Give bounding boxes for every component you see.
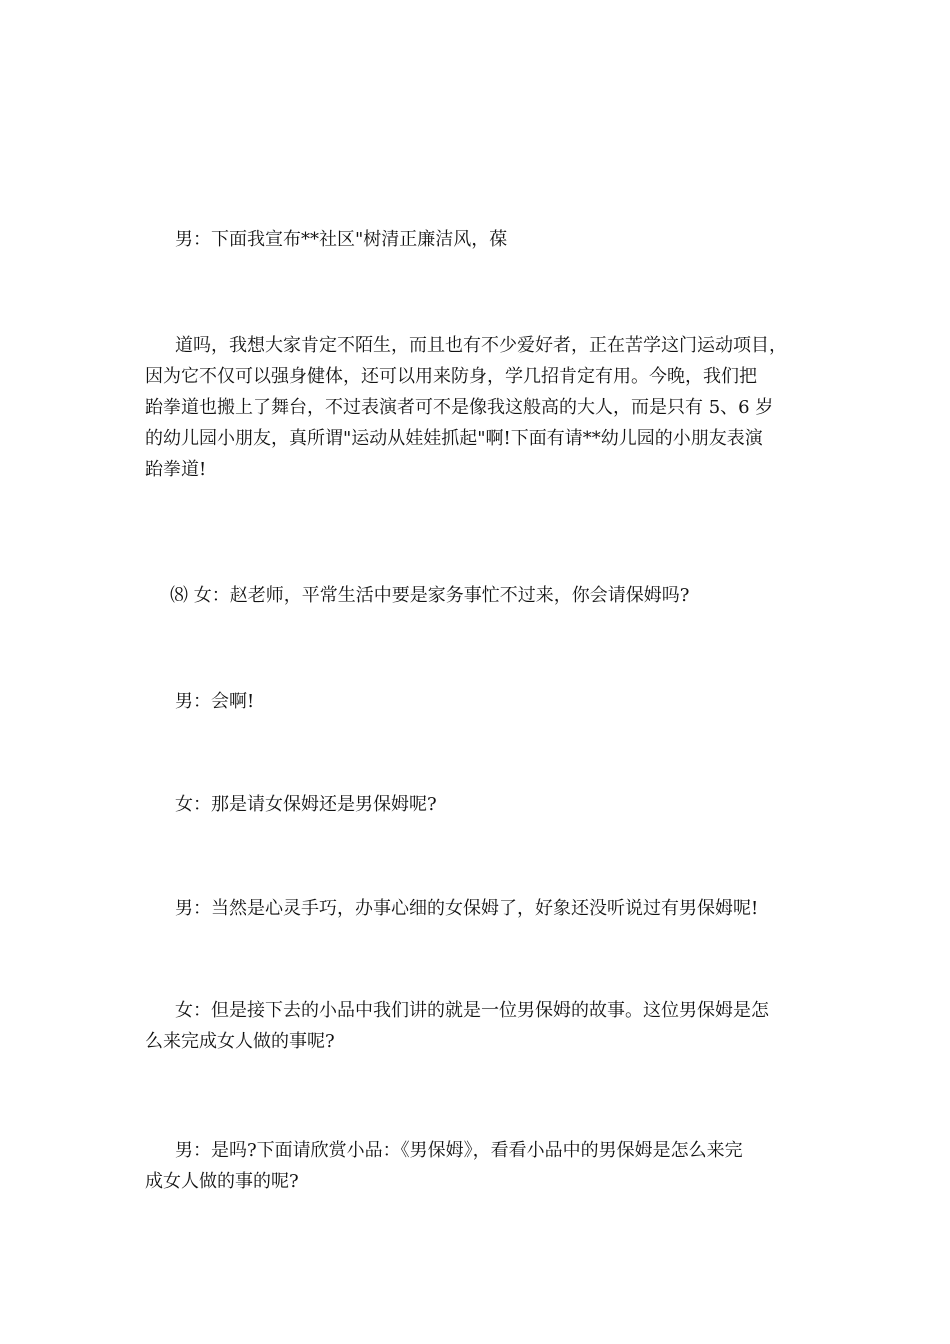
text-line: 的幼儿园小朋友，真所谓"运动从娃娃抓起"啊!下面有请**幼儿园的小朋友表演 bbox=[145, 428, 763, 449]
paragraph-male-reply bbox=[145, 686, 825, 717]
paragraph-announcement bbox=[145, 224, 825, 255]
text-line: 女：但是接下去的小品中我们讲的就是一位男保姆的故事。这位男保姆是怎 bbox=[175, 1000, 769, 1021]
text-line: 男：下面我宣布**社区"树清正廉洁风，葆 bbox=[175, 229, 508, 250]
text-line: 男：当然是心灵手巧，办事心细的女保姆了，好象还没听说过有男保姆呢! bbox=[175, 898, 759, 919]
text-line: 女：那是请女保姆还是男保姆呢? bbox=[175, 794, 437, 815]
text-line: 跆拳道! bbox=[145, 459, 207, 480]
paragraph-female-story bbox=[145, 995, 825, 1057]
paragraph-female-ask bbox=[145, 789, 825, 820]
text-line: 么来完成女人做的事呢? bbox=[145, 1031, 335, 1052]
text-line: ⑻ 女：赵老师，平常生活中要是家务事忙不过来，你会请保姆吗? bbox=[170, 585, 690, 606]
paragraph-male-introduce bbox=[145, 1135, 825, 1197]
text-line: 道吗，我想大家肯定不陌生，而且也有不少爱好者，正在苦学这门运动项目， bbox=[175, 335, 787, 356]
text-line: 男：会啊! bbox=[175, 691, 255, 712]
text-line: 男：是吗?下面请欣赏小品：《男保姆》，看看小品中的男保姆是怎么来完 bbox=[175, 1140, 743, 1161]
paragraph-male-answer bbox=[145, 893, 825, 924]
paragraph-female-question bbox=[170, 580, 850, 611]
paragraph-taekwondo bbox=[145, 330, 825, 485]
text-line: 成女人做的事的呢? bbox=[145, 1171, 299, 1192]
text-line: 跆拳道也搬上了舞台，不过表演者可不是像我这般高的大人，而是只有 5、6 岁 bbox=[145, 397, 774, 418]
text-line: 因为它不仅可以强身健体，还可以用来防身，学几招肯定有用。今晚，我们把 bbox=[145, 366, 757, 387]
